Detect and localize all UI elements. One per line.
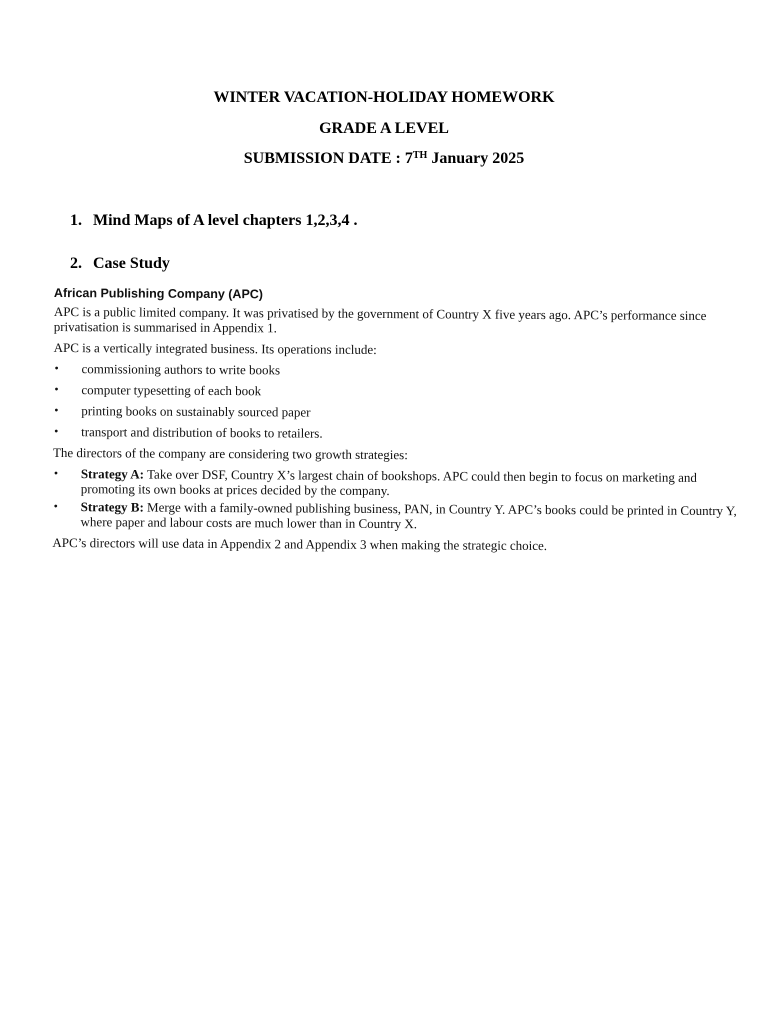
operation-text: printing books on sustainably sourced paper xyxy=(81,403,311,420)
strategy-label: Strategy A: xyxy=(80,466,145,482)
submission-date-prefix: SUBMISSION DATE : 7 xyxy=(243,150,413,167)
bullet-icon: • xyxy=(54,424,59,439)
bullet-icon: • xyxy=(53,466,59,481)
operation-text: commissioning authors to write books xyxy=(81,361,281,378)
strategies-intro: The directors of the company are considering two growth strategies: xyxy=(52,444,408,463)
operation-text: computer typesetting of each book xyxy=(81,382,262,399)
case-study-closing: APC’s directors will use data in Appendix 2 and Appendix 3 when making the strategic choice. xyxy=(52,534,548,554)
bullet-icon: • xyxy=(54,382,59,397)
strategies-list xyxy=(53,466,743,533)
case-study-title: African Publishing Company (APC) xyxy=(53,286,264,302)
bullet-icon: • xyxy=(54,403,59,418)
task-number: 1. xyxy=(70,212,82,229)
operations-intro: APC is a vertically integrated business. Its operations include: xyxy=(53,339,377,357)
case-study-intro: APC is a public limited company. It was privatised by the government of Country X five years ago. APC’s performance since privatisation is summarised in Appendix 1. xyxy=(53,303,707,336)
submission-date xyxy=(0,149,768,169)
operations-list-item xyxy=(53,361,743,380)
operations-list-item xyxy=(53,382,743,401)
operations-list xyxy=(53,361,743,443)
task-item-mind-maps xyxy=(70,211,357,231)
task-text: Mind Maps of A level chapters 1,2,3,4 . xyxy=(93,212,358,229)
case-study-excerpt xyxy=(52,286,744,560)
submission-date-suffix: January 2025 xyxy=(427,150,525,167)
submission-date-ordinal: TH xyxy=(412,150,428,161)
document-title: WINTER VACATION-HOLIDAY HOMEWORK xyxy=(213,89,555,106)
bullet-icon: • xyxy=(53,499,58,514)
strategy-item-b xyxy=(53,499,743,533)
task-text: Case Study xyxy=(93,255,170,272)
strategy-item-a xyxy=(53,466,743,500)
strategy-text: Take over DSF, Country X’s largest chain of bookshops. APC could then begin to focus on marketing and promoting its own books at prices decided by the company. xyxy=(80,466,697,499)
grade-heading: GRADE A LEVEL xyxy=(319,120,449,137)
strategy-text: Merge with a family-owned publishing business, PAN, in Country Y. APC’s books could be printed in Country Y, where paper and labour costs are much lower than in Country X. xyxy=(80,499,737,532)
task-number: 2. xyxy=(70,255,82,272)
task-item-case-study xyxy=(70,254,170,274)
operations-list-item xyxy=(53,424,743,443)
operation-text: transport and distribution of books to retailers. xyxy=(81,424,323,441)
operations-list-item xyxy=(53,403,743,422)
bullet-icon: • xyxy=(54,361,59,376)
strategy-label: Strategy B: xyxy=(80,499,144,515)
